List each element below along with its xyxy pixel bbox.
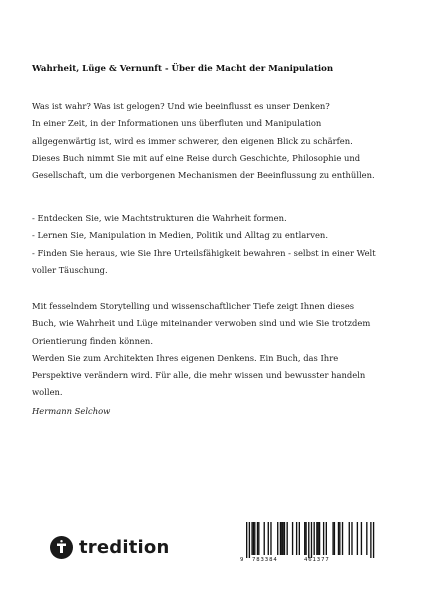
barcode-bar bbox=[282, 522, 283, 555]
barcode-bar bbox=[280, 522, 281, 555]
barcode-bar bbox=[311, 522, 312, 558]
closing-line: Perspektive verändern wird. Für alle, die mehr wissen und bewusster handeln bbox=[32, 370, 366, 381]
barcode-bar bbox=[299, 522, 300, 555]
intro-line: Was ist wahr? Was ist gelogen? Und wie beeinflusst es unser Denken? bbox=[32, 101, 330, 111]
barcode-bar bbox=[292, 522, 293, 555]
closing-line: wollen. bbox=[32, 387, 63, 398]
barcode-bar bbox=[270, 522, 271, 555]
barcode-digits-right: 461377 bbox=[304, 557, 330, 563]
intro-line: Dieses Buch nimmt Sie mit auf eine Reise durch Geschichte, Philosophie und bbox=[32, 152, 361, 163]
closing-line: Buch, wie Wahrheit und Lüge miteinander verwoben sind und wie Sie trotzdem bbox=[32, 318, 371, 329]
barcode-bar bbox=[251, 522, 252, 555]
barcode-bar bbox=[349, 522, 350, 555]
barcode-bar bbox=[257, 522, 258, 555]
barcode-bar bbox=[249, 522, 250, 558]
barcode-bar bbox=[342, 522, 343, 555]
barcode-bar bbox=[351, 522, 352, 555]
closing-line: Orientierung finden können. bbox=[32, 335, 153, 346]
bullet-line: voller Täuschung. bbox=[32, 264, 108, 275]
intro-line: allgegenwärtig ist, wird es immer schwerer, den eigenen Blick zu schärfen. bbox=[32, 135, 353, 146]
barcode-bar bbox=[304, 522, 305, 555]
barcode-bar bbox=[370, 522, 371, 558]
barcode-bars bbox=[236, 522, 380, 558]
barcode-bar bbox=[318, 522, 319, 555]
barcode-bar bbox=[338, 522, 339, 555]
isbn-barcode bbox=[236, 522, 380, 568]
barcode-bar bbox=[323, 522, 324, 555]
bullet-line: - Finden Sie heraus, wie Sie Ihre Urteilsfähigkeit bewahren - selbst in einer Welt bbox=[32, 247, 376, 258]
bullet-line: - Entdecken Sie, wie Machtstrukturen die Wahrheit formen. bbox=[32, 213, 287, 223]
barcode-bar bbox=[357, 522, 358, 555]
closing-paragraph bbox=[32, 298, 392, 402]
barcode-bar bbox=[258, 522, 259, 555]
author-name: Hermann Selchow bbox=[32, 406, 111, 416]
publisher-logo bbox=[50, 535, 170, 559]
barcode-bar bbox=[326, 522, 327, 555]
barcode-bar bbox=[246, 522, 247, 558]
closing-line: Werden Sie zum Architekten Ihres eigenen Denkens. Ein Buch, das Ihre bbox=[32, 352, 339, 363]
barcode-bar bbox=[281, 522, 282, 555]
barcode-bar bbox=[254, 522, 255, 555]
barcode-bar bbox=[284, 522, 285, 555]
barcode-bar bbox=[253, 522, 254, 555]
barcode-bar bbox=[332, 522, 333, 555]
intro-line: Gesellschaft, um die verborgenen Mechanismen der Beeinflussung zu enthüllen. bbox=[32, 170, 375, 181]
intro-paragraph bbox=[32, 98, 392, 184]
barcode-bar bbox=[339, 522, 340, 555]
barcode-bar bbox=[366, 522, 367, 555]
barcode-digit-first: 9 bbox=[240, 557, 244, 563]
barcode-bar bbox=[373, 522, 374, 558]
barcode-bar bbox=[296, 522, 297, 555]
barcode-bar bbox=[308, 522, 309, 558]
closing-line: Mit fesselndem Storytelling und wissenschaftlicher Tiefe zeigt Ihnen dieses bbox=[32, 301, 355, 311]
intro-line: In einer Zeit, in der Informationen uns überfluten und Manipulation bbox=[32, 118, 322, 129]
barcode-bar bbox=[334, 522, 335, 555]
barcode-bar bbox=[277, 522, 278, 555]
barcode-bar bbox=[268, 522, 269, 555]
bullet-list bbox=[32, 210, 392, 279]
barcode-bar bbox=[264, 522, 265, 555]
book-title: Wahrheit, Lüge & Vernunft - Über die Macht der Manipulation bbox=[32, 64, 334, 74]
barcode-bar bbox=[316, 522, 317, 555]
bullet-line: - Lernen Sie, Manipulation in Medien, Politik und Alltag zu entlarven. bbox=[32, 230, 328, 241]
publisher-name: tredition bbox=[79, 536, 170, 558]
barcode-bar bbox=[287, 522, 288, 555]
barcode-digits-left: 783384 bbox=[252, 557, 278, 563]
barcode-bar bbox=[319, 522, 320, 555]
barcode-bar bbox=[305, 522, 306, 555]
tredition-logo-icon bbox=[50, 536, 73, 559]
barcode-bar bbox=[361, 522, 362, 555]
barcode-bar bbox=[314, 522, 315, 555]
